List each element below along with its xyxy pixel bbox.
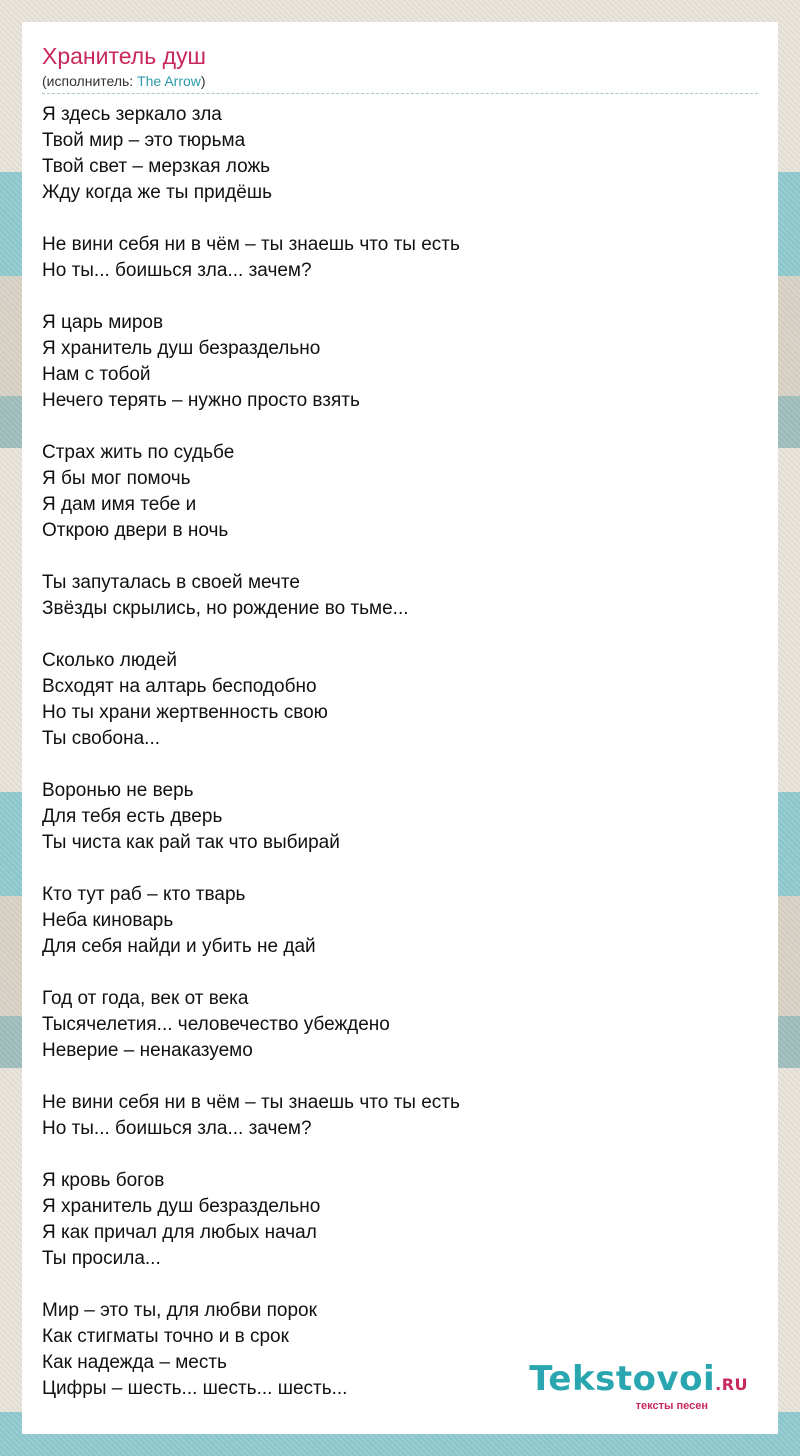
lyrics-card bbox=[22, 22, 778, 1434]
lyrics-stanza bbox=[42, 1090, 758, 1142]
lyrics-stanza bbox=[42, 986, 758, 1064]
artist-prefix: (исполнитель: bbox=[42, 73, 138, 89]
lyrics-line: Открою двери в ночь bbox=[42, 520, 229, 541]
lyrics-line: Но ты... боишься зла... зачем? bbox=[42, 260, 312, 281]
lyrics-line: Мир – это ты, для любви порок bbox=[42, 1300, 317, 1321]
lyrics-line: Нечего терять – нужно просто взять bbox=[42, 390, 360, 411]
artist-line bbox=[42, 72, 758, 94]
song-title: Хранитель душ bbox=[42, 43, 206, 69]
lyrics-line: Не вини себя ни в чём – ты знаешь что ты есть bbox=[42, 234, 460, 255]
lyrics-stanza bbox=[42, 1168, 758, 1272]
lyrics-stanza bbox=[42, 570, 758, 622]
logo-wordmark bbox=[529, 1359, 748, 1402]
lyrics-body bbox=[42, 102, 758, 1402]
logo-tld: .RU bbox=[715, 1375, 748, 1394]
lyrics-line: Твой мир – это тюрьма bbox=[42, 130, 246, 151]
lyrics-line: Ты запуталась в своей мечте bbox=[42, 572, 300, 593]
lyrics-line: Я хранитель душ безраздельно bbox=[42, 338, 321, 359]
lyrics-line: Нам с тобой bbox=[42, 364, 151, 385]
lyrics-stanza bbox=[42, 232, 758, 284]
lyrics-line: Но ты... боишься зла... зачем? bbox=[42, 1118, 312, 1139]
lyrics-line: Но ты храни жертвенность свою bbox=[42, 702, 328, 723]
lyrics-line: Ты просила... bbox=[42, 1248, 161, 1269]
lyrics-line: Как надежда – месть bbox=[42, 1352, 227, 1373]
artist-suffix: ) bbox=[200, 73, 206, 89]
site-logo[interactable] bbox=[529, 1359, 748, 1412]
lyrics-line: Ты чиста как рай так что выбирай bbox=[42, 832, 340, 853]
lyrics-line: Страх жить по судьбе bbox=[42, 442, 235, 463]
lyrics-line: Кто тут раб – кто тварь bbox=[42, 884, 246, 905]
lyrics-line: Цифры – шесть... шесть... шесть... bbox=[42, 1378, 348, 1399]
lyrics-line: Жду когда же ты придёшь bbox=[42, 182, 272, 203]
lyrics-line: Я хранитель душ безраздельно bbox=[42, 1196, 321, 1217]
lyrics-line: Я здесь зеркало зла bbox=[42, 104, 222, 125]
lyrics-line: Я кровь богов bbox=[42, 1170, 165, 1191]
lyrics-line: Твой свет – мерзкая ложь bbox=[42, 156, 271, 177]
lyrics-line: Год от года, век от века bbox=[42, 988, 249, 1009]
logo-tagline: тексты песен bbox=[635, 1400, 708, 1412]
lyrics-line: Я царь миров bbox=[42, 312, 164, 333]
lyrics-line: Сколько людей bbox=[42, 650, 177, 671]
lyrics-line: Не вини себя ни в чём – ты знаешь что ты есть bbox=[42, 1092, 460, 1113]
lyrics-line: Ты свобона... bbox=[42, 728, 160, 749]
lyrics-stanza bbox=[42, 648, 758, 752]
lyrics-stanza bbox=[42, 882, 758, 960]
lyrics-stanza bbox=[42, 310, 758, 414]
lyrics-line: Как стигматы точно и в срок bbox=[42, 1326, 289, 1347]
lyrics-line: Воронью не верь bbox=[42, 780, 194, 801]
lyrics-stanza bbox=[42, 778, 758, 856]
lyrics-stanza bbox=[42, 440, 758, 544]
lyrics-line: Всходят на алтарь бесподобно bbox=[42, 676, 317, 697]
artist-link[interactable]: The Arrow bbox=[137, 73, 201, 89]
lyrics-line: Я дам имя тебе и bbox=[42, 494, 197, 515]
lyrics-line: Тысячелетия... человечество убеждено bbox=[42, 1014, 390, 1035]
lyrics-stanza bbox=[42, 102, 758, 206]
lyrics-line: Я как причал для любых начал bbox=[42, 1222, 317, 1243]
logo-main-text: Tekstovoi bbox=[529, 1359, 716, 1399]
lyrics-line: Для тебя есть дверь bbox=[42, 806, 223, 827]
lyrics-line: Неверие – ненаказуемо bbox=[42, 1040, 253, 1061]
lyrics-line: Я бы мог помочь bbox=[42, 468, 191, 489]
lyrics-line: Для себя найди и убить не дай bbox=[42, 936, 316, 957]
lyrics-line: Неба киноварь bbox=[42, 910, 174, 931]
lyrics-line: Звёзды скрылись, но рождение во тьме... bbox=[42, 598, 409, 619]
